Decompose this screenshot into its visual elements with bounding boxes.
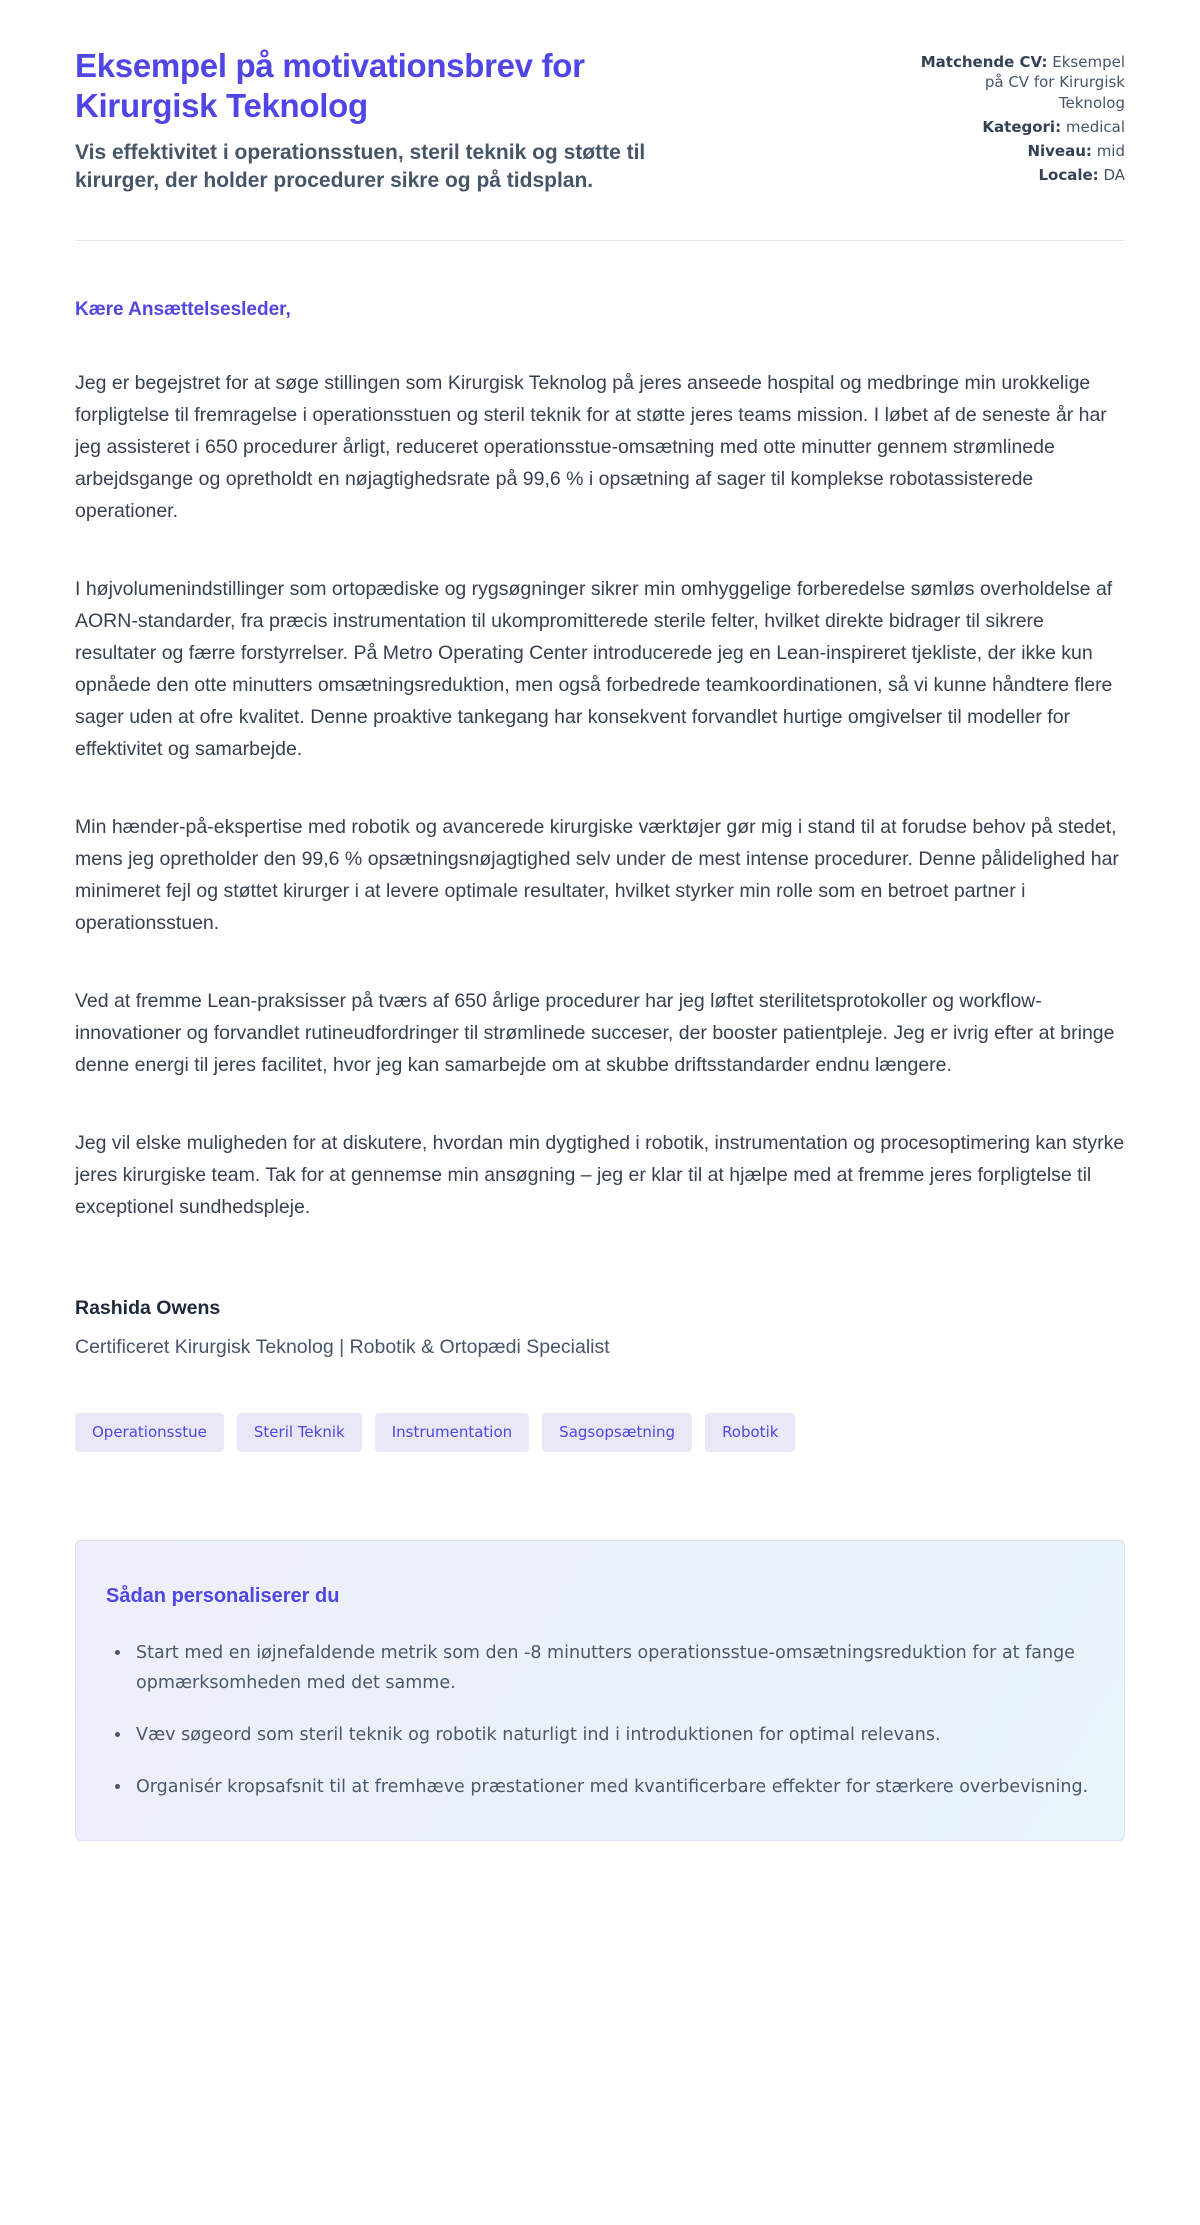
personalization-tips-box <box>75 1540 1125 1841</box>
meta-label: Niveau: <box>1027 142 1092 160</box>
meta-value: Eksempel på CV for Kirurgisk Teknolog <box>984 53 1125 112</box>
header-divider <box>75 240 1125 241</box>
meta-row-category <box>920 117 1125 137</box>
tips-list <box>106 1638 1094 1802</box>
letter-body <box>75 299 1125 1359</box>
meta-panel <box>920 46 1125 196</box>
signature-name: Rashida Owens <box>75 1297 221 1320</box>
meta-label: Locale: <box>1038 166 1099 185</box>
tips-heading: Sådan personaliserer du <box>106 1585 340 1608</box>
meta-value: mid <box>1096 142 1125 160</box>
tag-robotik[interactable]: Robotik <box>705 1413 795 1452</box>
tag-instrumentation[interactable]: Instrumentation <box>375 1413 529 1452</box>
page-subtitle: Vis effektivitet i operationsstuen, steril teknik og støtte til kirurger, der holder procedurer sikre og på tidsplan. <box>75 140 646 193</box>
tip-item: • Organisér kropsafsnit til at fremhæve præstationer med kvantificerbare effekter for stærkere overbevisning. <box>132 1772 1094 1802</box>
signature-title: Certificeret Kirurgisk Teknolog | Robotik & Ortopædi Specialist <box>75 1336 610 1359</box>
letter-paragraph: Jeg vil elske muligheden for at diskutere, hvordan min dygtighed i robotik, instrumentation og procesoptimering kan styrke jeres kirurgiske team. Tak for at gennemse min ansøgning – jeg er klar til at hjælpe med at fremme jeres forpligtelse til exceptionel sundhedspleje. <box>75 1132 1125 1219</box>
meta-value: DA <box>1103 166 1125 185</box>
header <box>75 46 1125 196</box>
tag-list <box>75 1413 1125 1452</box>
meta-row-matching-cv <box>920 52 1125 113</box>
letter-paragraph: I højvolumenindstillinger som ortopædiske og rygsøgninger sikrer min omhyggelige forberedelse sømløs overholdelse af AORN-standarder, fra præcis instrumentation til ukompromitterede sterile felter, hvilket direkte bidrager til sikrere resultater og færre forstyrrelser. På Metro Operating Center introducerede jeg en Lean-inspireret tjekliste, der ikke kun opnåede den otte minutters omsætningsreduktion, men også forbedrede teamkoordinationen, så vi kunne håndtere flere sager uden at ofre kvalitet. Denne proaktive tankegang har konsekvent forvandlet hurtige omgivelser til modeller for effektivitet og samarbejde. <box>75 578 1113 761</box>
tag-operationsstue[interactable]: Operationsstue <box>75 1413 224 1452</box>
letter-paragraph: Jeg er begejstret for at søge stillingen som Kirurgisk Teknolog på jeres anseede hospital og medbringe min urokkelige forpligtelse til fremragelse i operationsstuen og steril teknik for at støtte jeres teams mission. I løbet af de seneste år har jeg assisteret i 650 procedurer årligt, reduceret operationsstue-omsætning med otte minutter gennem strømlinede arbejdsgange og opretholdt en nøjagtighedsrate på 99,6 % i opsætning af sager til komplekse robotassisterede operationer. <box>75 372 1107 523</box>
meta-value: medical <box>1065 117 1125 136</box>
meta-row-level <box>920 141 1125 161</box>
tag-steril-teknik[interactable]: Steril Teknik <box>237 1413 362 1452</box>
letter-paragraph: Ved at fremme Lean-praksisser på tværs af 650 årlige procedurer har jeg løftet sterilitetsprotokoller og workflow-innovationer og forvandlet rutineudfordringer til strømlinede succeser, der booster patientpleje. Jeg er ivrig efter at bringe denne energi til jeres facilitet, hvor jeg kan samarbejde om at skubbe driftsstandarder endnu længere. <box>75 990 1115 1077</box>
page-title: Eksempel på motivationsbrev for Kirurgisk Teknolog <box>75 47 585 125</box>
meta-label: Matchende CV: <box>920 53 1048 71</box>
meta-label: Kategori: <box>982 117 1062 136</box>
cover-letter-page <box>75 0 1125 1905</box>
header-titles <box>75 46 880 196</box>
tag-sagsopsaetning[interactable]: Sagsopsætning <box>542 1413 692 1452</box>
letter-greeting: Kære Ansættelsesleder, <box>75 299 291 321</box>
letter-paragraph: Min hænder-på-ekspertise med robotik og avancerede kirurgiske værktøjer gør mig i stand til at forudse behov på stedet, mens jeg opretholder den 99,6 % opsætningsnøjagtighed selv under de mest intense procedurer. Denne pålidelighed har minimeret fejl og støttet kirurger i at levere optimale resultater, hvilket styrker min rolle som en betroet partner i operationsstuen. <box>75 816 1119 935</box>
meta-row-locale <box>920 165 1125 185</box>
tip-item: • Væv søgeord som steril teknik og robotik naturligt ind i introduktionen for optimal relevans. <box>132 1720 1094 1750</box>
tip-item: • Start med en iøjnefaldende metrik som den -8 minutters operationsstue-omsætningsreduktion for at fange opmærksomheden med det samme. <box>132 1638 1094 1698</box>
